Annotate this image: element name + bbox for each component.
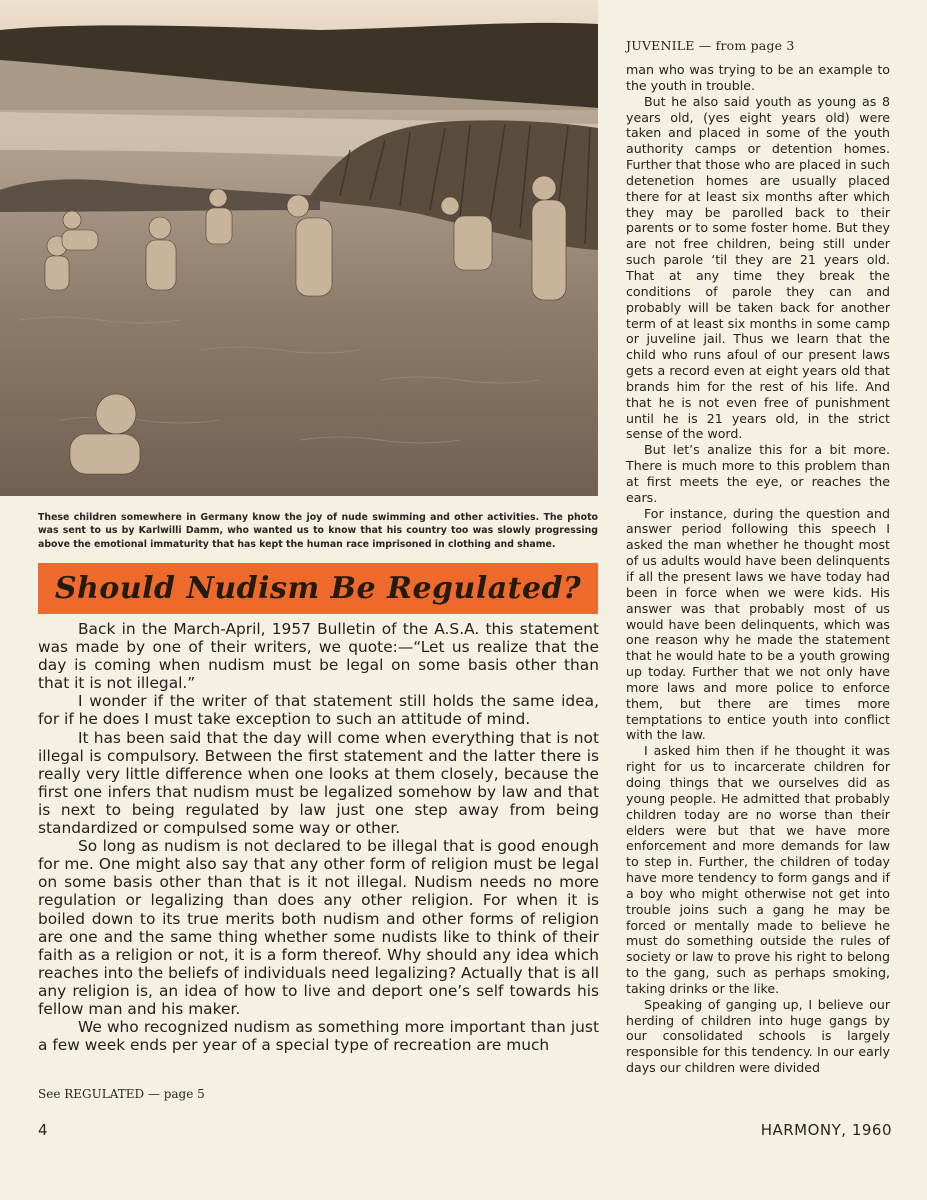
continuation-reference: See REGULATED — page 5	[38, 1087, 205, 1101]
article-paragraph: But he also said youth as young as 8 years old, (yes eight years old) were taken and placed in some of the youth authority camps or detention homes. Further that those who are placed in such detenetion homes are usually placed there for at least six months after which they may be parolled back to their parents or to some foster home. But they are not free children, being still under such parole ‘til they are 21 years old. That at any time they break the conditions of parole they can and probably will be taken back for another term of at least six months in some camp or juveline jail. Thus we learn that the child who runs afoul of our present laws gets a record even at eight years old that brands him for the rest of his life. And that he is not even free of punishment until he is 21 years old, in the strict sense of the word.	[626, 93, 890, 442]
article-photo	[0, 0, 598, 496]
continued-from-header: JUVENILE — from page 3	[626, 38, 795, 53]
juvenile-article	[626, 38, 890, 1076]
article-paragraph: For instance, during the question and answer period following this speech I asked the man whether he thought most of us adults would have been delinquents if all the present laws we have today had been in force when we were kids. His answer was that probably most of us would have been delinquents, which was one reason why he made the statement that he would hate to be a youth growing up today. Further that we not only have more laws and more police to enforce them, but there are times more temptations to entice youth into conflict with the law.	[626, 505, 890, 743]
article-paragraph: Back in the March-April, 1957 Bulletin of the A.S.A. this statement was made by one of their writers, we quote:—“Let us realize that the day is coming when nudism must be legal on some basis other than that it is not illegal.”	[38, 620, 599, 693]
page-number: 4	[38, 1121, 48, 1139]
article-paragraph: Speaking of ganging up, I believe our herding of children into huge gangs by our consolidated schools is largely responsible for this tendency. In our early days our children were divided	[626, 996, 890, 1076]
juvenile-article-body	[626, 62, 890, 1076]
article-headline: Should Nudism Be Regulated?	[54, 571, 582, 606]
river-photo-illustration	[0, 0, 598, 496]
article-paragraph: So long as nudism is not declared to be illegal that is good enough for me. One might also say that any other form of religion must be legal on some basis other than that is it not illegal. Nudism needs no more regulation or legalizing than does any other religion. For when it is boiled down to its true merits both nudism and other forms of religion are one and the same thing whether some nudists like to think of their faith as a religion or not, it is a form thereof. Why should any idea which reaches into the beliefs of individuals need legalizing? Actually that is all any religion is, an idea of how to live and deport one’s self towards his fellow man and his maker.	[38, 837, 599, 1018]
article-paragraph: I wonder if the writer of that statement still holds the same idea, for if he does I must take exception to such an attitude of mind.	[38, 692, 599, 729]
article-paragraph: But let’s analize this for a bit more. There is much more to this problem than at first meets the eye, or reaches the ears.	[626, 442, 890, 505]
article-paragraph: We who recognized nudism as something more important than just a few week ends per year of a special type of recreation are much	[38, 1018, 599, 1055]
photo-caption: These children somewhere in Germany know the joy of nude swimming and other activities. The photo was sent to us by Karlwilli Damm, who wanted us to know that his country too was slowly progressing above the emotional immaturity that has kept the human race imprisoned in clothing and shame.	[38, 512, 598, 550]
headline-banner	[38, 563, 598, 614]
issue-label: HARMONY, 1960	[760, 1121, 892, 1139]
main-article	[38, 620, 599, 1054]
article-paragraph: I asked him then if he thought it was right for us to incarcerate children for doing things that we ourselves did as young people. He admitted that probably children today are no worse than their elders were but that we have more enforcement and more demands for law to step in. Further, the children of today have more tendency to form gangs and if a boy who might otherwise not get into trouble joins such a gang he may be forced or mentally made to believe he must do something outside the rules of society or law to prove his right to belong to the gang, such as perhaps smoking, taking drinks or the like.	[626, 743, 890, 996]
article-paragraph: It has been said that the day will come when everything that is not illegal is compulsory. Between the first statement and the latter there is really very little difference when one looks at them closely, because the first one infers that nudism must be legalized somehow by law and that is next to being regulated by law just one step away from being standardized or compulsed some way or other.	[38, 728, 599, 838]
article-paragraph: man who was trying to be an example to the youth in trouble.	[626, 62, 890, 93]
